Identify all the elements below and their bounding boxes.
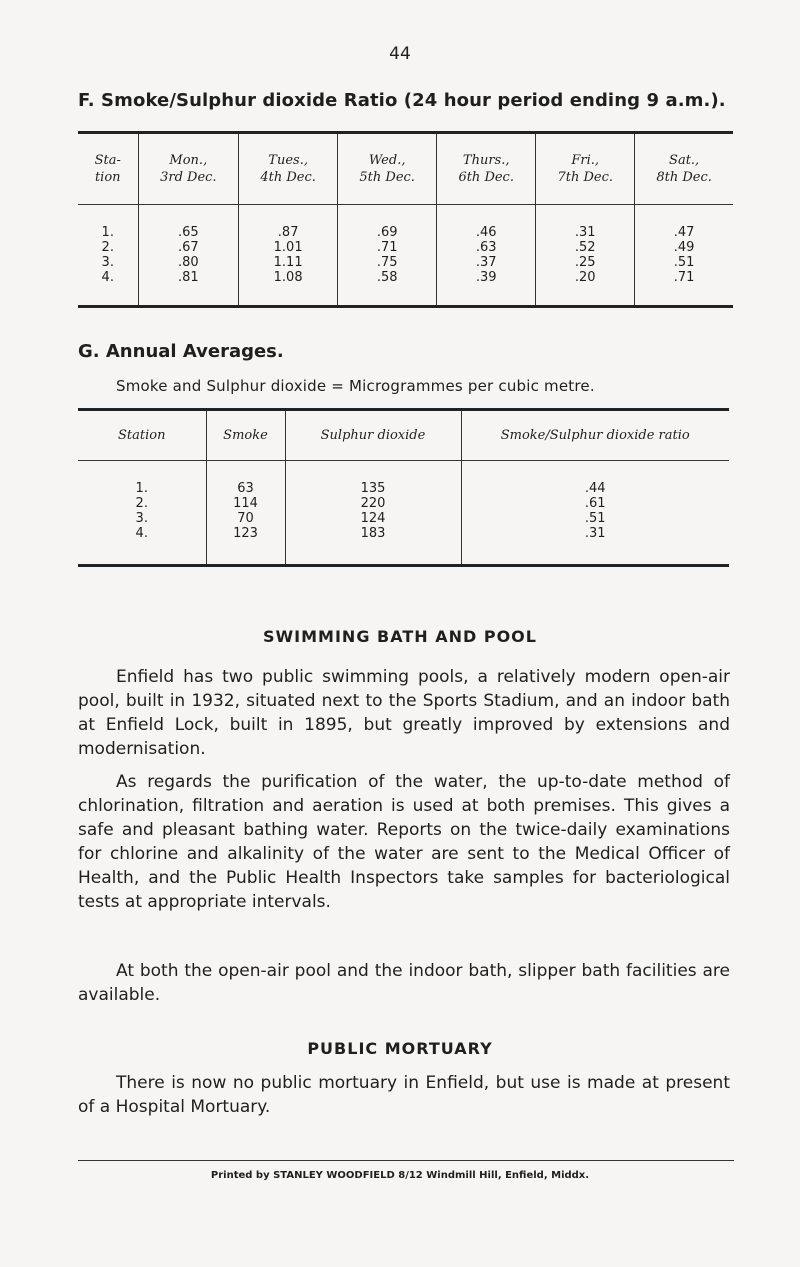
column-header: Thurs., 6th Dec.: [437, 133, 536, 205]
table-cell: 1.: [135, 481, 148, 496]
table-cell: .71: [338, 240, 437, 255]
column-header: Wed., 5th Dec.: [338, 133, 437, 205]
table-cell: 1.01: [239, 240, 338, 255]
units-note: Smoke and Sulphur dioxide = Microgrammes per cubic metre.: [116, 377, 595, 395]
table-cell: .58: [338, 270, 437, 307]
page-number: 44: [389, 44, 411, 64]
table-cell: .63: [437, 240, 536, 255]
table-cell: 3.: [135, 511, 148, 526]
table-cell: 4.: [101, 270, 114, 285]
table-row: [78, 255, 733, 270]
column-header: Tues., 4th Dec.: [239, 133, 338, 205]
column-header: Mon., 3rd Dec.: [138, 133, 239, 205]
table-row: [78, 461, 729, 497]
table-cell: .87: [239, 205, 338, 241]
table-header-row: [78, 133, 733, 205]
table-row: [78, 205, 733, 241]
table-cell: .69: [338, 205, 437, 241]
swimming-section-title: SWIMMING BATH AND POOL: [263, 627, 537, 646]
column-header: Smoke: [206, 410, 285, 461]
table-cell: 183: [285, 526, 461, 566]
table-cell: .20: [536, 270, 635, 307]
table-cell: .71: [635, 270, 733, 307]
table-cell: .75: [338, 255, 437, 270]
table-cell: 3.: [101, 255, 114, 270]
table-cell: .44: [461, 461, 729, 497]
table-cell: 2.: [135, 496, 148, 511]
table-cell: 1.08: [239, 270, 338, 307]
table-cell: .31: [536, 205, 635, 241]
table-cell: 124: [285, 511, 461, 526]
table-row: [78, 511, 729, 526]
table-cell: 135: [285, 461, 461, 497]
table-cell: .51: [461, 511, 729, 526]
table-cell: 70: [206, 511, 285, 526]
mortuary-paragraph: There is now no public mortuary in Enfield, but use is made at present of a Hospital Mortuary.: [78, 1073, 730, 1117]
column-header: Sta- tion: [78, 133, 138, 205]
table-cell: 123: [206, 526, 285, 566]
table-cell: .67: [138, 240, 239, 255]
table-cell: .51: [635, 255, 733, 270]
table-cell: .46: [437, 205, 536, 241]
swimming-paragraph-1: Enfield has two public swimming pools, a relatively modern open-air pool, built in 1932, situated next to the Sports Stadium, and an indoor bath at Enfield Lock, built in 1895, but greatly improved by extensions and modernisation.: [78, 667, 730, 759]
table-cell: .61: [461, 496, 729, 511]
table-cell: 1.: [101, 225, 114, 240]
table-row: [78, 240, 733, 255]
column-header: Sat., 8th Dec.: [635, 133, 733, 205]
table-cell: .49: [635, 240, 733, 255]
column-header: Station: [78, 410, 206, 461]
table-cell: .39: [437, 270, 536, 307]
table-cell: .52: [536, 240, 635, 255]
annual-averages-table: [78, 408, 729, 567]
table-cell: 1.11: [239, 255, 338, 270]
smoke-sulphur-ratio-table: [78, 131, 733, 308]
section-g-heading: G. Annual Averages.: [78, 341, 284, 362]
table-header-row: [78, 410, 729, 461]
table-cell: .81: [138, 270, 239, 307]
table-cell: .65: [138, 205, 239, 241]
table-row: [78, 270, 733, 307]
table-cell: .25: [536, 255, 635, 270]
table-cell: 2.: [101, 240, 114, 255]
table-cell: 63: [206, 461, 285, 497]
table-row: [78, 526, 729, 566]
column-header: Fri., 7th Dec.: [536, 133, 635, 205]
column-header: Sulphur dioxide: [285, 410, 461, 461]
table-cell: .80: [138, 255, 239, 270]
printer-footer: Printed by STANLEY WOODFIELD 8/12 Windmill Hill, Enfield, Middx.: [210, 1170, 590, 1181]
table-cell: .37: [437, 255, 536, 270]
swimming-paragraph-2: As regards the purification of the water, the up-to-date method of chlorination, filtration and aeration is used at both premises. This gives a safe and pleasant bathing water. Reports on the twice-daily examinations for chlorine and alkalinity of the water are sent to the Medical Officer of Health, and the Public Health Inspectors take samples for bacteriological tests at appropriate intervals.: [78, 772, 730, 912]
table-row: [78, 496, 729, 511]
table-cell: .47: [635, 205, 733, 241]
section-f-heading: F. Smoke/Sulphur dioxide Ratio (24 hour period ending 9 a.m.).: [78, 90, 726, 111]
table-cell: 114: [206, 496, 285, 511]
footer-rule: [78, 1160, 734, 1161]
swimming-paragraph-3: At both the open-air pool and the indoor bath, slipper bath facilities are available.: [78, 961, 730, 1005]
table-cell: 4.: [135, 526, 148, 541]
mortuary-section-title: PUBLIC MORTUARY: [307, 1039, 493, 1058]
table-cell: .31: [461, 526, 729, 566]
column-header: Smoke/Sulphur dioxide ratio: [461, 410, 729, 461]
table-cell: 220: [285, 496, 461, 511]
